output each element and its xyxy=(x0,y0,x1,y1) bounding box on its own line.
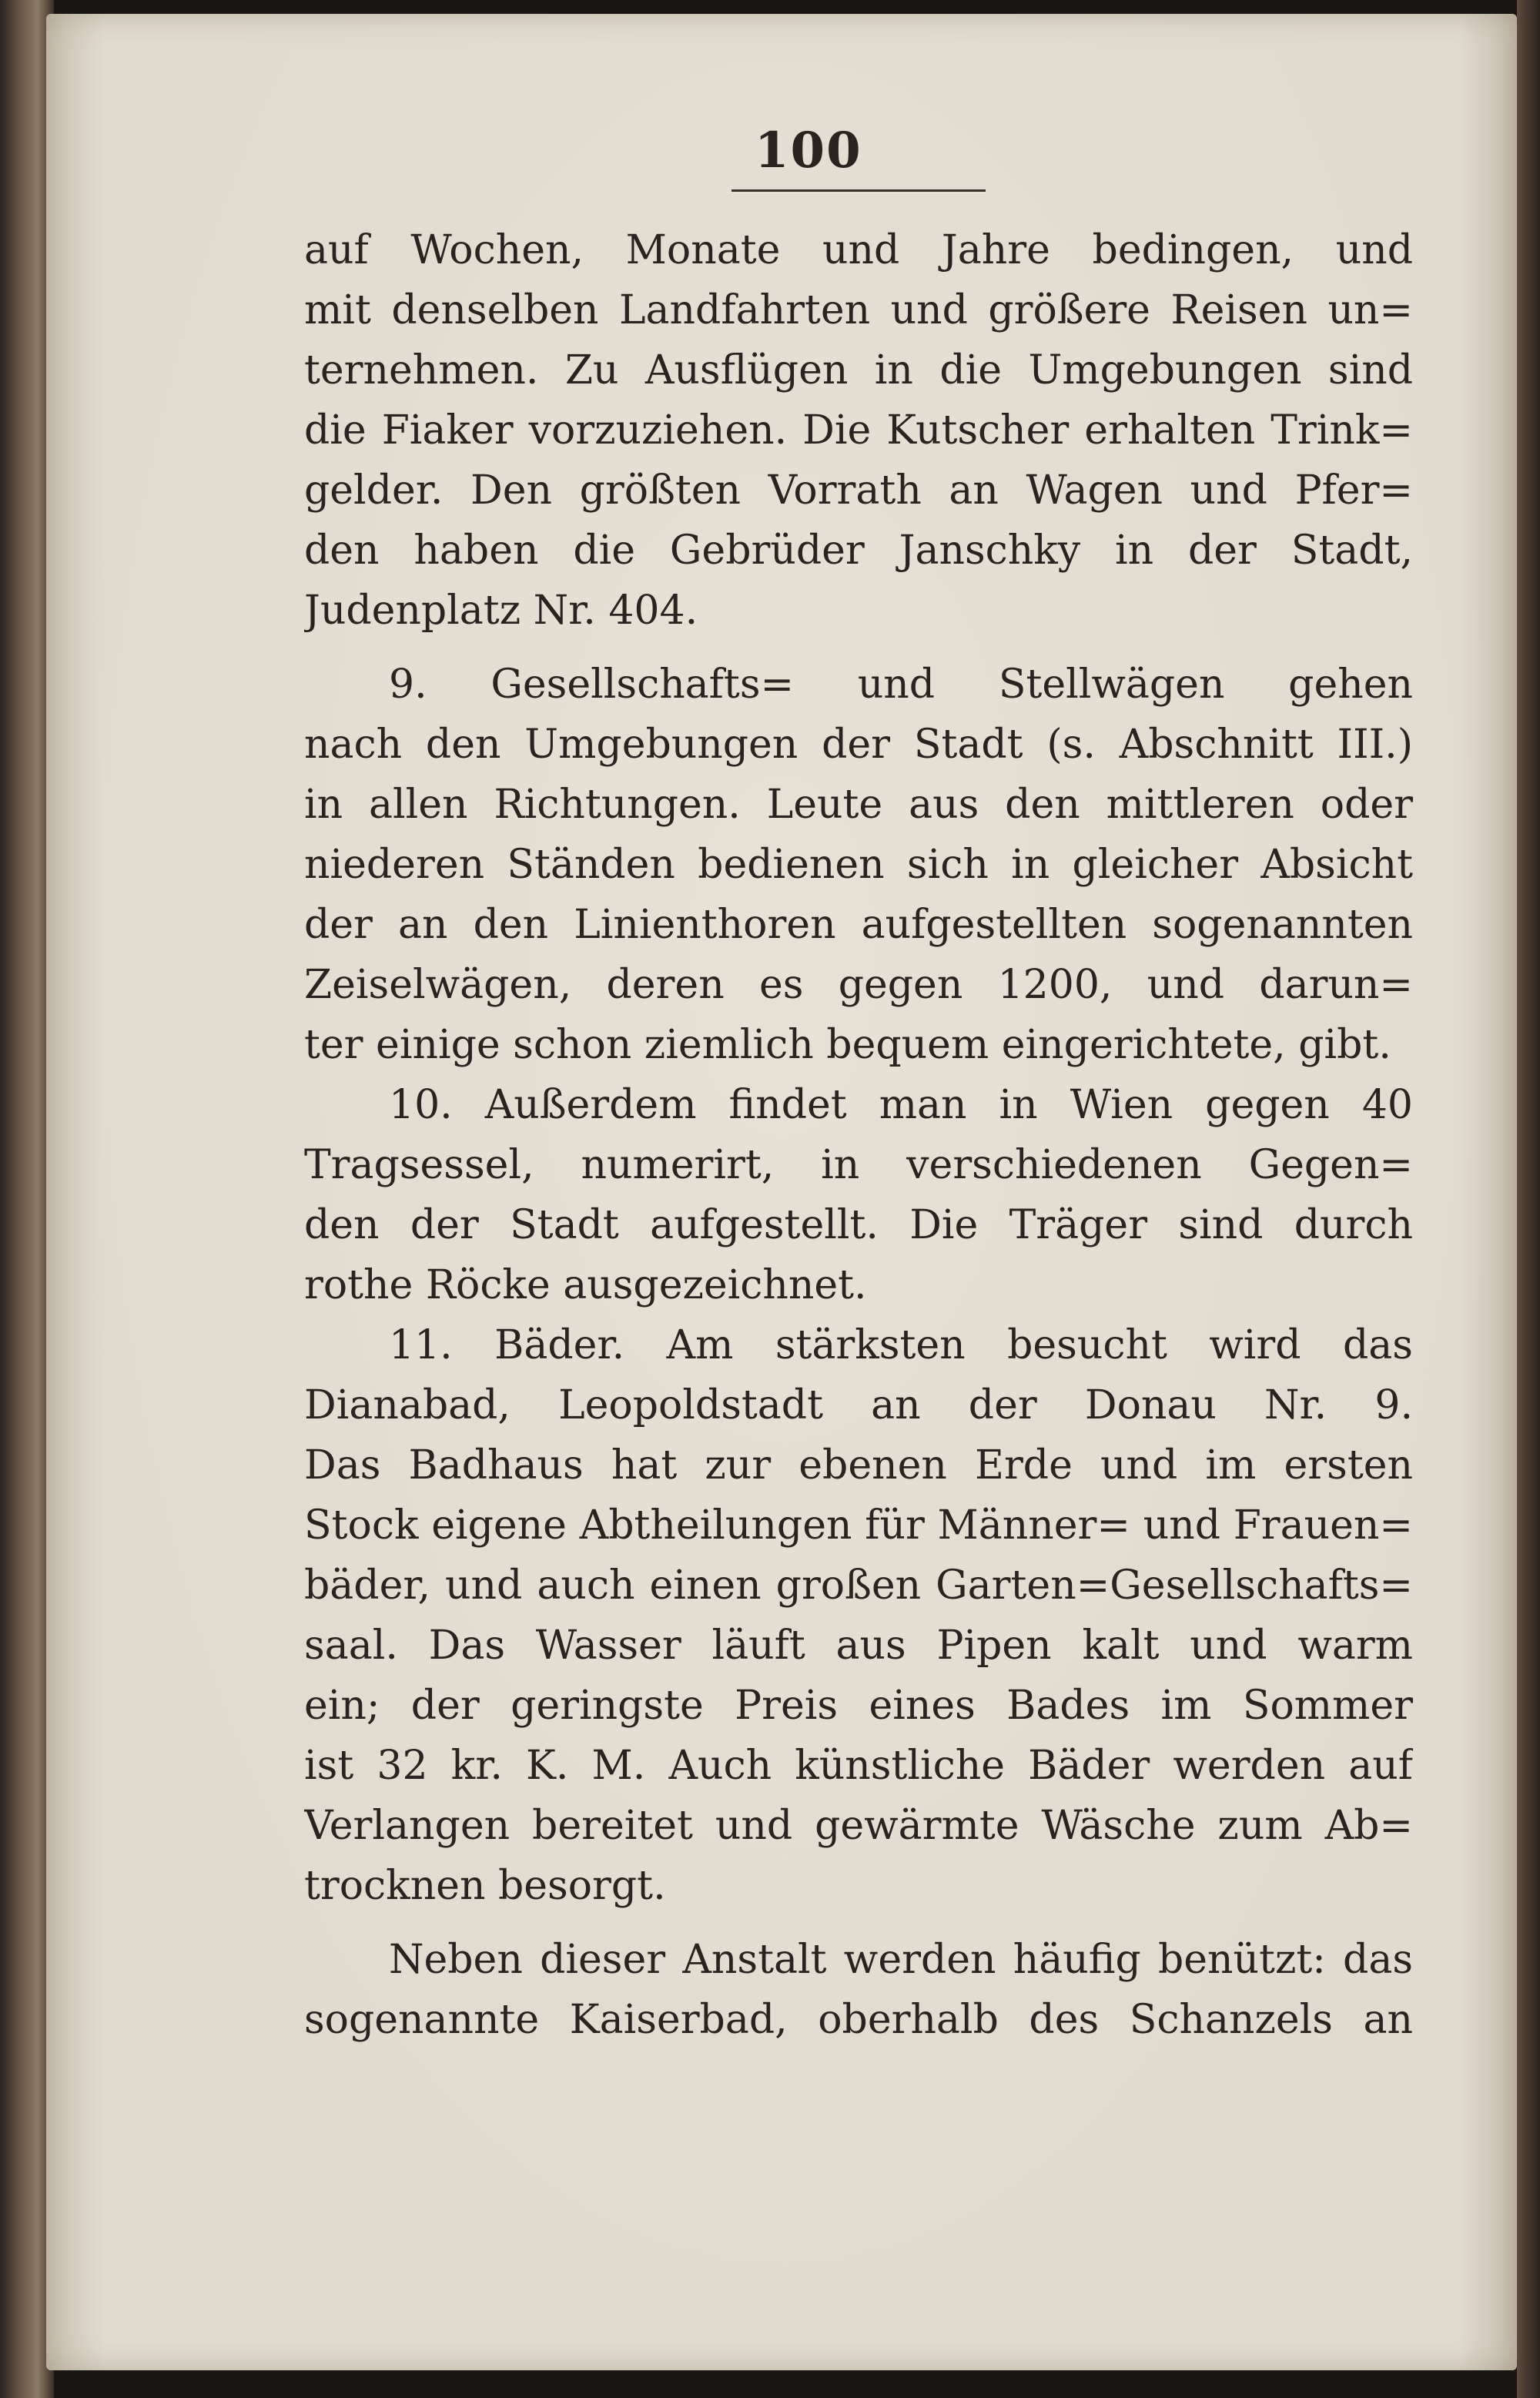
page-number: 100 xyxy=(755,122,862,179)
text-line: ternehmen. Zu Ausflügen in die Umgebungen sind xyxy=(304,347,1413,394)
text-line: Judenplatz Nr. 404. xyxy=(304,588,698,634)
text-line: niederen Ständen bedienen sich in gleicher Absicht xyxy=(304,842,1413,888)
page-number-rule xyxy=(732,189,986,192)
text-line: sogenannte Kaiserbad, oberhalb des Schanzels an xyxy=(304,1997,1413,2043)
text-line: Stock eigene Abtheilungen für Männer= und Frauen= xyxy=(304,1502,1413,1549)
text-line: den haben die Gebrüder Janschky in der Stadt, xyxy=(304,527,1413,574)
text-line: Verlangen bereitet und gewärmte Wäsche zum Ab= xyxy=(304,1803,1413,1849)
book-page xyxy=(46,14,1517,2370)
text-line: auf Wochen, Monate und Jahre bedingen, und xyxy=(304,227,1413,273)
text-line: Neben dieser Anstalt werden häufig benützt: das xyxy=(389,1937,1413,1983)
text-line: saal. Das Wasser läuft aus Pipen kalt und warm xyxy=(304,1623,1413,1669)
text-line: mit denselben Landfahrten und größere Reisen un= xyxy=(304,287,1413,333)
text-line: 11. Bäder. Am stärksten besucht wird das xyxy=(389,1322,1413,1368)
text-line: rothe Röcke ausgezeichnet. xyxy=(304,1262,867,1308)
text-line: 9. Gesellschafts= und Stellwägen gehen xyxy=(389,661,1413,708)
text-line: nach den Umgebungen der Stadt (s. Abschnitt III.) xyxy=(304,722,1413,768)
body-text xyxy=(304,220,1413,2050)
text-line: in allen Richtungen. Leute aus den mittleren oder xyxy=(304,782,1413,828)
text-line: ein; der geringste Preis eines Bades im Sommer xyxy=(304,1683,1413,1729)
text-line: Zeiselwägen, deren es gegen 1200, und darun= xyxy=(304,962,1413,1008)
text-line: gelder. Den größten Vorrath an Wagen und Pfer= xyxy=(304,467,1413,514)
text-line: bäder, und auch einen großen Garten=Gesellschafts= xyxy=(304,1562,1413,1609)
text-line: ter einige schon ziemlich bequem eingerichtete, gibt. xyxy=(304,1022,1391,1068)
text-line: ist 32 kr. K. M. Auch künstliche Bäder werden auf xyxy=(304,1743,1413,1789)
text-line: der an den Linienthoren aufgestellten sogenannten xyxy=(304,902,1413,948)
page-edge xyxy=(1517,0,1540,2398)
text-line: Dianabad, Leopoldstadt an der Donau Nr. 9. xyxy=(304,1382,1413,1428)
text-line: den der Stadt aufgestellt. Die Träger sind durch xyxy=(304,1202,1413,1248)
text-line: 10. Außerdem findet man in Wien gegen 40 xyxy=(389,1082,1413,1128)
text-line: trocknen besorgt. xyxy=(304,1863,666,1909)
text-line: Das Badhaus hat zur ebenen Erde und im ersten xyxy=(304,1442,1413,1489)
text-line: Tragsessel, numerirt, in verschiedenen Gegen= xyxy=(304,1142,1413,1188)
text-line: die Fiaker vorzuziehen. Die Kutscher erhalten Trink= xyxy=(304,407,1413,454)
